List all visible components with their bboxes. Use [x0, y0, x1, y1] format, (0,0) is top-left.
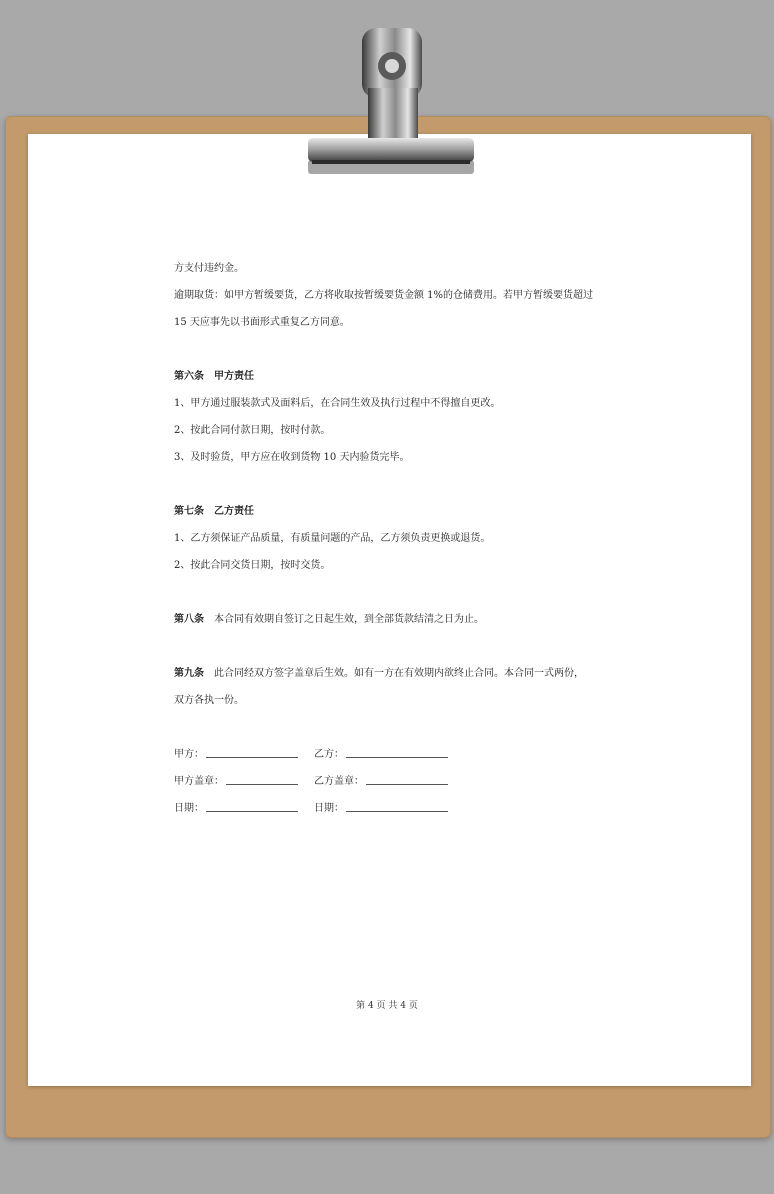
- party-a-label: 甲方：: [174, 749, 204, 760]
- seal-a-label: 甲方盖章：: [174, 776, 224, 787]
- seal-b-line[interactable]: [366, 768, 448, 785]
- signature-row-date: [174, 795, 614, 822]
- text-line: 逾期取货：如甲方暂缓要货，乙方将收取按暂缓要货金额 1%的仓储费用。若甲方暂缓要货超过: [174, 290, 594, 301]
- list-item: 2、按此合同付款日期，按时付款。: [174, 425, 331, 436]
- date-b-line[interactable]: [346, 795, 448, 812]
- party-b-label: 乙方：: [314, 749, 344, 760]
- article-8-text: 本合同有效期自签订之日起生效，到全部货款结清之日为止。: [214, 614, 484, 625]
- party-a-signature-line[interactable]: [206, 741, 298, 758]
- contract-body: [174, 255, 614, 822]
- party-b-signature-line[interactable]: [346, 741, 448, 758]
- list-item: 1、甲方通过服装款式及面料后，在合同生效及执行过程中不得擅自更改。: [174, 398, 501, 409]
- list-item: 1、乙方须保证产品质量，有质量问题的产品，乙方须负责更换或退货。: [174, 533, 491, 544]
- date-a-line[interactable]: [206, 795, 298, 812]
- signature-row-seal: [174, 768, 614, 795]
- binder-clip-icon: [298, 20, 484, 180]
- date-a-label: 日期：: [174, 803, 204, 814]
- article-9: [174, 660, 614, 687]
- article-8-label: 第八条: [174, 614, 204, 625]
- article-9-label: 第九条: [174, 668, 204, 679]
- page-number: 第 4 页 共 4 页: [356, 1001, 418, 1011]
- list-item: 2、按此合同交货日期，按时交货。: [174, 560, 331, 571]
- article-7-heading: 第七条 乙方责任: [174, 506, 254, 517]
- text-line: 方支付违约金。: [174, 263, 244, 274]
- list-item: 3、及时验货，甲方应在收到货物 10 天内验货完毕。: [174, 452, 410, 463]
- date-b-label: 日期：: [314, 803, 344, 814]
- seal-a-line[interactable]: [226, 768, 298, 785]
- seal-b-label: 乙方盖章：: [314, 776, 364, 787]
- article-8: [174, 606, 614, 633]
- article-9-text: 此合同经双方签字盖章后生效。如有一方在有效期内欲终止合同。本合同一式两份，: [214, 668, 584, 679]
- text-line: 15 天应事先以书面形式重复乙方同意。: [174, 317, 350, 328]
- article-6-heading: 第六条 甲方责任: [174, 371, 254, 382]
- article-9-text-cont: 双方各执一份。: [174, 695, 244, 706]
- signature-row-party: [174, 741, 614, 768]
